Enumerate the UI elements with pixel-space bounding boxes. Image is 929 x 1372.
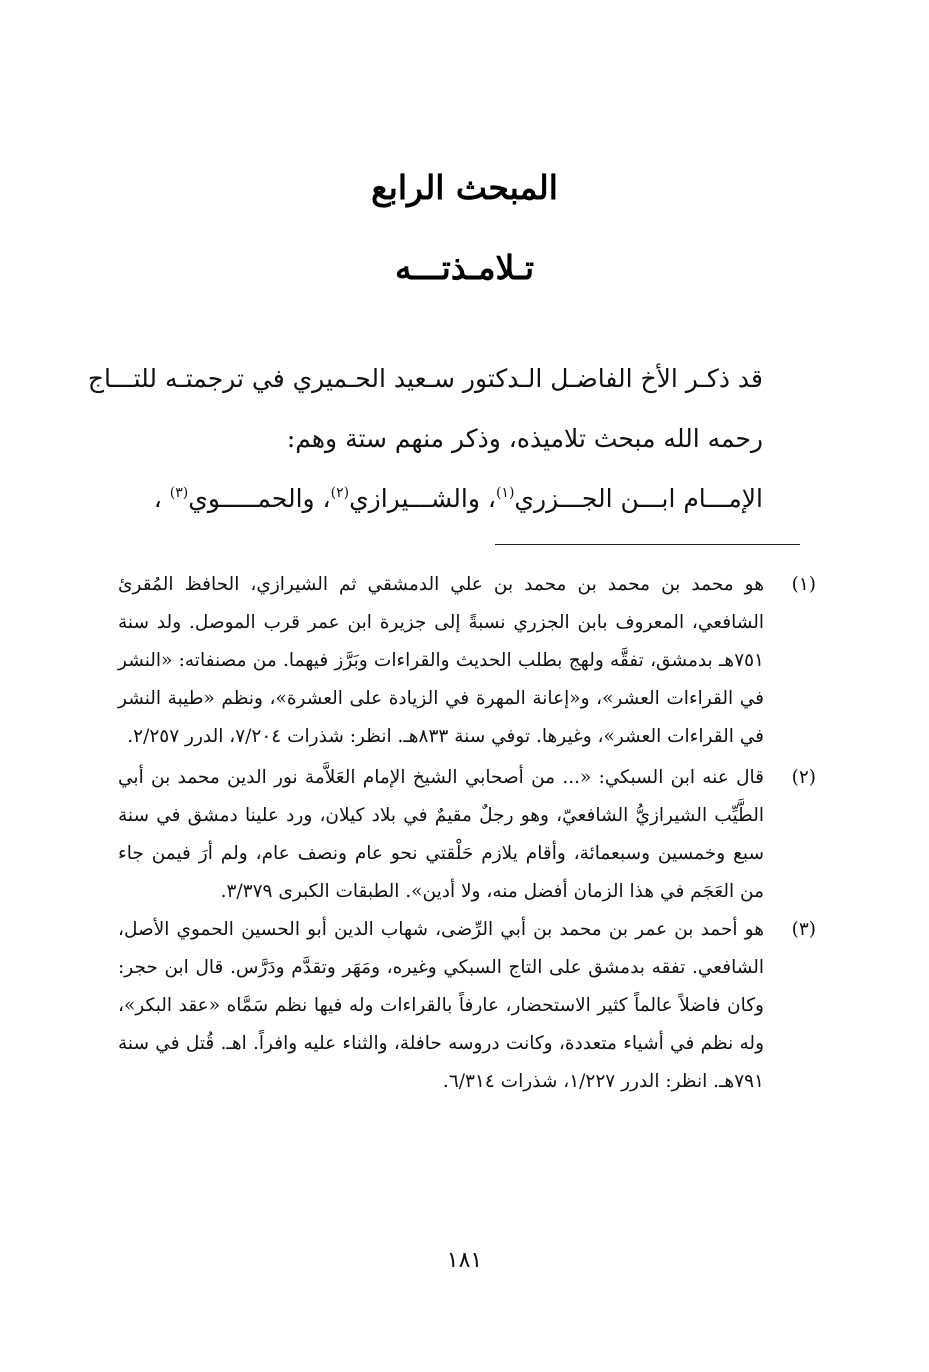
footnote-number: (٣) <box>791 919 816 940</box>
intro-line-2: رحمه الله مبحث تلاميذه، وذكر منهم ستة وهم: <box>286 424 763 453</box>
footnote <box>118 759 816 911</box>
student-name-ibn-al-jazari: الإمـــام ابـــن الجـــزري <box>514 484 763 513</box>
footnote-ref-2[interactable]: (٢) <box>330 485 350 501</box>
section-subtitle: تـلامـذتـــه <box>394 248 535 287</box>
footnotes <box>118 566 816 1101</box>
section-title: المبحث الرابع <box>371 168 558 207</box>
footnote-ref-3[interactable]: (٣) <box>169 485 189 501</box>
intro-line-1: قد ذكـر الأخ الفاضـل الـدكتور سـعيد الحـميري في ترجمتـه للتـــاج <box>87 364 763 393</box>
page-number: ١٨١ <box>446 1248 483 1273</box>
footnote-text: هو أحمد بن عمر بن محمد بن أبي الرِّضى، شهاب الدين أبو الحسين الحموي الأصل، الشافعي. تفقه بدمشق على التاج السبكي وغيره، ومَهَر وتقدَّم ودَرَّس. قال ابن حجر: وكان فاضلاً عالماً كثير الاستحضار، عارفاً بالقراءات وله فيها نظم سَمَّاه «عقد البكر»، وله نظم في أشياء متعددة، وكانت دروسه حافلة، والثناء عليه وافراً. اهـ. قُتل في سنة ٧٩١هـ. انظر: الدرر ١/٢٢٧، شذرات ٦/٣١٤. <box>118 919 764 1092</box>
footnote <box>118 566 816 756</box>
footnote-text: قال عنه ابن السبكي: «... من أصحابي الشيخ الإمام العَلاَّمة نور الدين محمد بن أبي الطَّيِّب الشيرازيُّ الشافعيّ، وهو رجلٌ مقيمٌ في بلاد كيلان، ورد علينا دمشق في سنة سبع وخمسين وسبعمائة، وأقام يلازم حَلْقتي نحو عام ونصف عام، ولم أرَ فيمن جاء من العَجَم في هذا الزمان أفضل منه، ولا أدين». الطبقات الكبرى ٣/٣٧٩. <box>118 767 764 902</box>
footnote-divider <box>495 544 800 545</box>
footnote-number: (١) <box>791 574 816 595</box>
footnote-number: (٢) <box>791 767 816 788</box>
student-name-hamawi: ، والحمـــــوي <box>188 484 331 513</box>
footnote-ref-1[interactable]: (١) <box>495 485 515 501</box>
footnote-text: هو محمد بن محمد بن محمد بن علي الدمشقي ثم الشيرازي، الحافظ المُقرئ الشافعي، المعروف بابن الجزري نسبةً إلى جزيرة ابن عمر قرب الموصل. ولد سنة ٧٥١هـ بدمشق، تفقَّه ولهج بطلب الحديث والقراءات وبَرَّز فيهما. من مصنفاته: «النشر في القراءات العشر»، و«إعانة المهرة في الزيادة على العشرة»، ونظم «طيبة النشر في القراءات العشر»، وغيرها. توفي سنة ٨٣٣هـ. انظر: شذرات ٧/٢٠٤، الدرر ٢/٢٥٧. <box>118 574 764 747</box>
intro-paragraph <box>87 349 763 529</box>
intro-line-3 <box>118 469 763 529</box>
student-name-shirazi: ، والشـــيرازي <box>349 484 496 513</box>
intro-line-3-end: ، <box>153 484 162 513</box>
footnote <box>118 911 816 1101</box>
